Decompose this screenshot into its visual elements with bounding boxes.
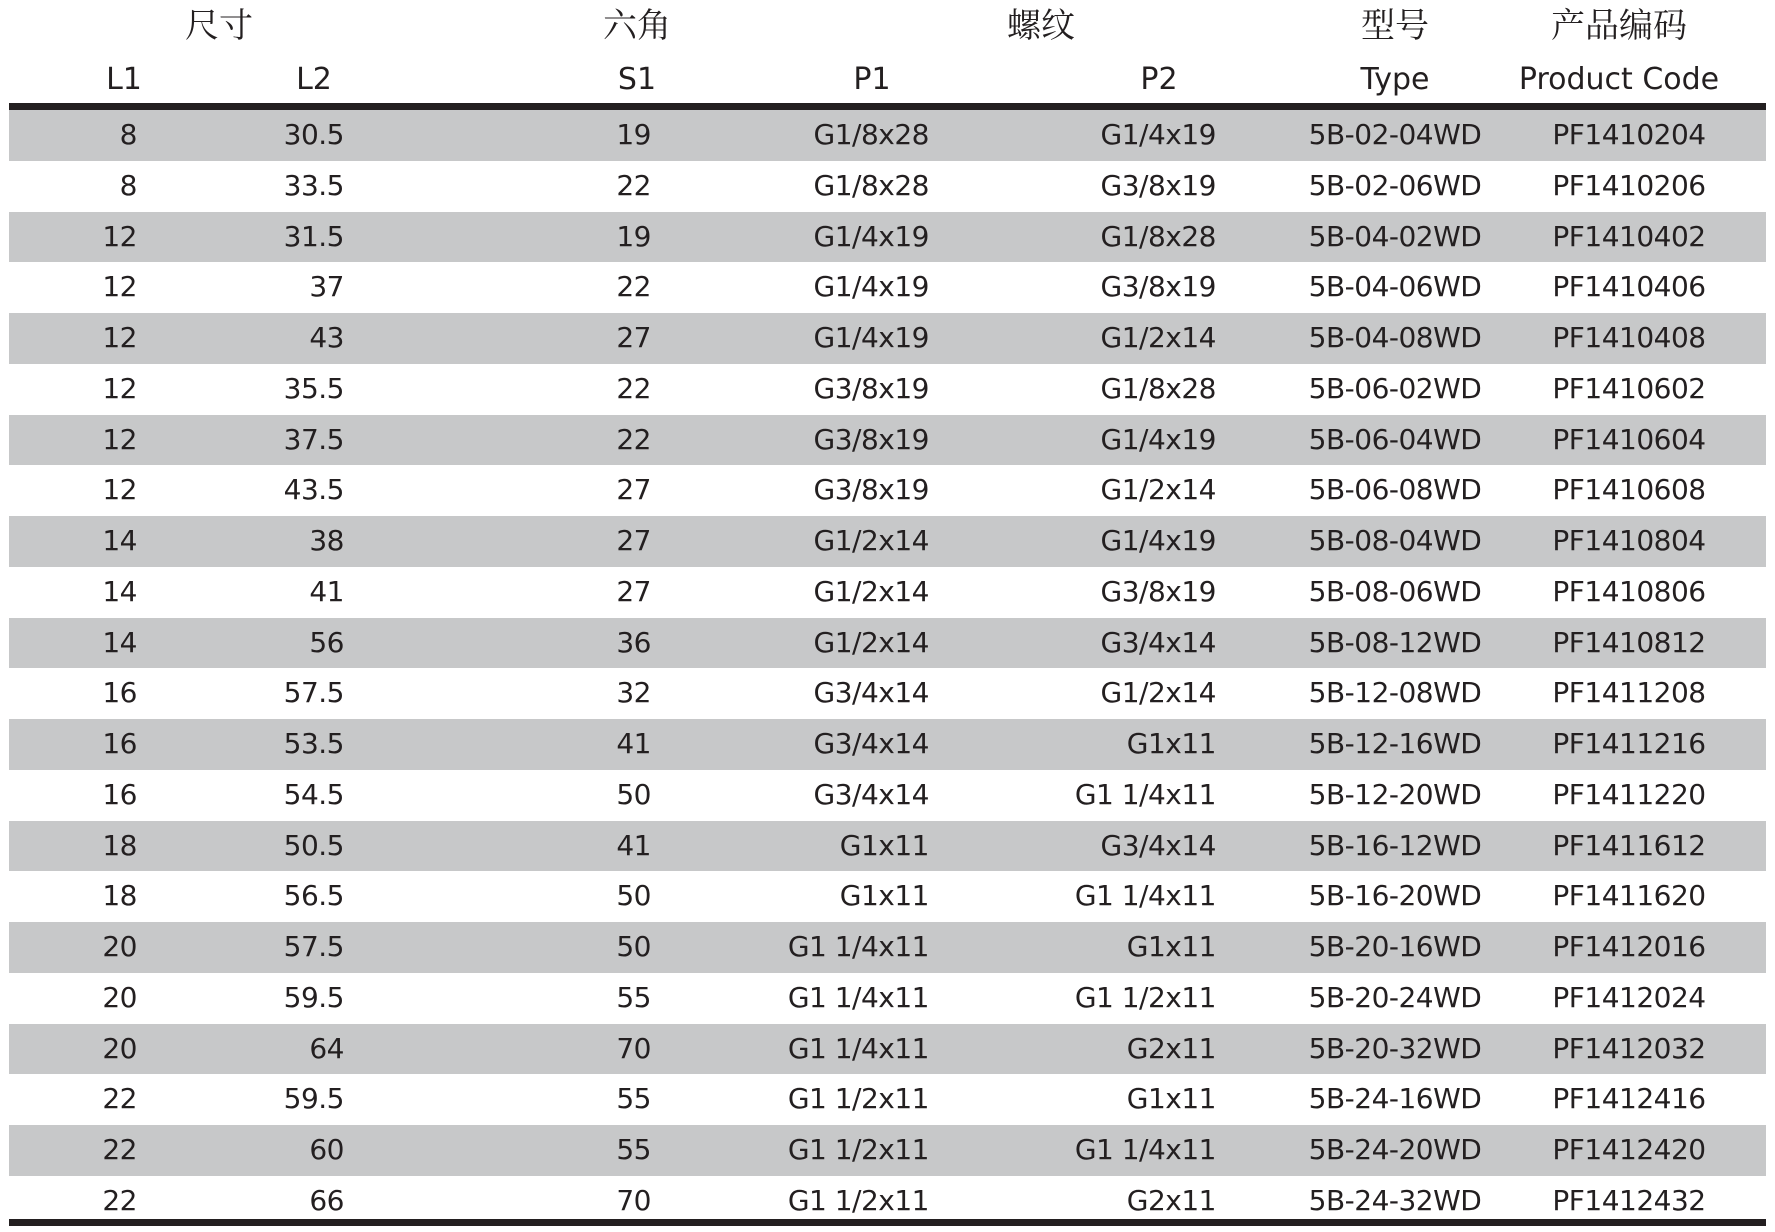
cell-s1: 41 [616, 727, 651, 760]
cell-p2: G1/2x14 [1100, 321, 1216, 354]
column-header-type: Type [1360, 62, 1430, 97]
cell-type: 5B-12-16WD [1308, 727, 1482, 760]
group-header-thread: 螺纹 [1007, 6, 1075, 46]
cell-p1: G1/8x28 [813, 168, 929, 202]
cell-l2: 54.5 [283, 777, 344, 811]
cell-p1: G1/2x14 [813, 625, 929, 659]
cell-p2: G1/4x19 [1100, 524, 1216, 557]
column-header-p1: P1 [853, 62, 891, 97]
cell-l1: 14 [102, 625, 137, 659]
cell-type: 5B-08-04WD [1308, 524, 1482, 557]
cell-l1: 14 [102, 524, 137, 557]
cell-p2: G1 1/2x11 [1074, 980, 1216, 1014]
cell-p1: G1 1/4x11 [787, 930, 929, 963]
column-header-p2: P2 [1140, 62, 1178, 97]
cell-type: 5B-16-12WD [1308, 828, 1482, 862]
cell-p2: G1 1/4x11 [1074, 879, 1216, 913]
cell-type: 5B-24-32WD [1308, 1183, 1482, 1217]
cell-s1: 55 [616, 980, 651, 1014]
cell-l1: 12 [102, 422, 137, 456]
cell-p2: G1x11 [1126, 1082, 1216, 1116]
cell-type: 5B-06-02WD [1308, 371, 1482, 405]
cell-s1: 19 [616, 219, 651, 253]
cell-l2: 33.5 [283, 168, 344, 202]
cell-l2: 30.5 [283, 118, 344, 151]
cell-l2: 59.5 [283, 1082, 344, 1116]
group-header-model: 型号 [1361, 6, 1429, 46]
spec-table [9, 0, 1766, 106]
cell-l1: 20 [102, 980, 137, 1014]
cell-s1: 41 [616, 828, 651, 862]
cell-l2: 64 [309, 1031, 344, 1065]
table-row [9, 516, 1766, 567]
cell-s1: 36 [616, 625, 651, 659]
cell-s1: 22 [616, 270, 651, 304]
cell-l2: 37.5 [283, 422, 344, 456]
cell-code: PF1410206 [1552, 168, 1706, 202]
column-header-product-code: Product Code [1518, 62, 1720, 97]
cell-p2: G1x11 [1126, 727, 1216, 760]
cell-code: PF1412416 [1552, 1082, 1706, 1116]
cell-l2: 31.5 [283, 219, 344, 253]
cell-code: PF1410408 [1552, 321, 1706, 354]
cell-l1: 8 [119, 168, 137, 202]
cell-p1: G1/4x19 [813, 219, 929, 253]
cell-s1: 50 [616, 930, 651, 963]
cell-l2: 43.5 [283, 473, 344, 507]
table-row [9, 770, 1766, 821]
cell-l2: 53.5 [283, 727, 344, 760]
cell-type: 5B-20-16WD [1308, 930, 1482, 963]
cell-type: 5B-12-20WD [1308, 777, 1482, 811]
cell-p2: G1/8x28 [1100, 219, 1216, 253]
cell-code: PF1410806 [1552, 574, 1706, 608]
cell-l2: 43 [309, 321, 344, 354]
cell-p1: G1x11 [839, 879, 929, 913]
cell-l1: 16 [102, 777, 137, 811]
table-row [9, 821, 1766, 872]
cell-l1: 18 [102, 879, 137, 913]
cell-type: 5B-02-04WD [1308, 118, 1482, 151]
cell-p1: G3/4x14 [813, 777, 929, 811]
cell-s1: 22 [616, 371, 651, 405]
cell-l1: 12 [102, 473, 137, 507]
cell-type: 5B-12-08WD [1308, 676, 1482, 710]
table-row [9, 1125, 1766, 1176]
cell-l2: 57.5 [283, 676, 344, 710]
cell-l2: 66 [309, 1183, 344, 1217]
table-row [9, 973, 1766, 1024]
cell-s1: 27 [616, 321, 651, 354]
cell-l2: 37 [309, 270, 344, 304]
cell-code: PF1410602 [1552, 371, 1706, 405]
table-row [9, 618, 1766, 669]
cell-type: 5B-08-06WD [1308, 574, 1482, 608]
cell-l1: 16 [102, 676, 137, 710]
cell-l1: 20 [102, 930, 137, 963]
cell-code: PF1410402 [1552, 219, 1706, 253]
table-row [9, 871, 1766, 922]
cell-code: PF1412032 [1552, 1031, 1706, 1065]
cell-type: 5B-16-20WD [1308, 879, 1482, 913]
cell-p1: G1 1/4x11 [787, 1031, 929, 1065]
cell-p1: G3/8x19 [813, 371, 929, 405]
cell-l2: 56 [309, 625, 344, 659]
cell-type: 5B-08-12WD [1308, 625, 1482, 659]
cell-p1: G1 1/4x11 [787, 980, 929, 1014]
table-row [9, 719, 1766, 770]
cell-type: 5B-02-06WD [1308, 168, 1482, 202]
cell-l2: 35.5 [283, 371, 344, 405]
cell-s1: 27 [616, 574, 651, 608]
cell-p2: G1 1/4x11 [1074, 777, 1216, 811]
cell-s1: 22 [616, 168, 651, 202]
table-row [9, 465, 1766, 516]
cell-p2: G2x11 [1126, 1183, 1216, 1217]
cell-p2: G3/8x19 [1100, 574, 1216, 608]
cell-type: 5B-06-08WD [1308, 473, 1482, 507]
footer-rule [9, 1219, 1766, 1226]
table-row [9, 161, 1766, 212]
table-row [9, 668, 1766, 719]
cell-p2: G1/4x19 [1100, 118, 1216, 151]
cell-p2: G3/8x19 [1100, 270, 1216, 304]
cell-type: 5B-04-06WD [1308, 270, 1482, 304]
cell-type: 5B-20-24WD [1308, 980, 1482, 1014]
cell-type: 5B-04-08WD [1308, 321, 1482, 354]
cell-l2: 60 [309, 1133, 344, 1166]
cell-s1: 50 [616, 777, 651, 811]
table-row [9, 1074, 1766, 1125]
table-row [9, 212, 1766, 263]
cell-s1: 50 [616, 879, 651, 913]
cell-p1: G1/8x28 [813, 118, 929, 151]
cell-l1: 8 [119, 118, 137, 151]
cell-code: PF1410608 [1552, 473, 1706, 507]
cell-p1: G3/8x19 [813, 422, 929, 456]
cell-code: PF1410804 [1552, 524, 1706, 557]
cell-p2: G1x11 [1126, 930, 1216, 963]
cell-code: PF1410204 [1552, 118, 1706, 151]
cell-p2: G1/2x14 [1100, 676, 1216, 710]
cell-p1: G1/2x14 [813, 574, 929, 608]
table-body [9, 110, 1766, 1227]
cell-p1: G1 1/2x11 [787, 1082, 929, 1116]
cell-l1: 14 [102, 574, 137, 608]
cell-l2: 41 [309, 574, 344, 608]
cell-code: PF1410604 [1552, 422, 1706, 456]
cell-code: PF1411620 [1552, 879, 1706, 913]
cell-l2: 59.5 [283, 980, 344, 1014]
cell-s1: 22 [616, 422, 651, 456]
cell-s1: 27 [616, 524, 651, 557]
cell-l2: 38 [309, 524, 344, 557]
cell-s1: 70 [616, 1031, 651, 1065]
header-rule [9, 103, 1766, 110]
cell-s1: 55 [616, 1133, 651, 1166]
cell-code: PF1411216 [1552, 727, 1706, 760]
table-row [9, 922, 1766, 973]
cell-p2: G3/4x14 [1100, 828, 1216, 862]
cell-l1: 22 [102, 1082, 137, 1116]
table-header [9, 0, 1766, 106]
cell-l1: 20 [102, 1031, 137, 1065]
cell-p2: G1/2x14 [1100, 473, 1216, 507]
cell-s1: 27 [616, 473, 651, 507]
cell-s1: 55 [616, 1082, 651, 1116]
table-row [9, 262, 1766, 313]
cell-code: PF1411612 [1552, 828, 1706, 862]
cell-s1: 19 [616, 118, 651, 151]
cell-l1: 22 [102, 1183, 137, 1217]
cell-type: 5B-24-16WD [1308, 1082, 1482, 1116]
table-row [9, 313, 1766, 364]
cell-p1: G1/4x19 [813, 270, 929, 304]
group-header-size: 尺寸 [185, 6, 253, 46]
cell-p2: G3/4x14 [1100, 625, 1216, 659]
cell-p1: G1 1/2x11 [787, 1183, 929, 1217]
cell-code: PF1410812 [1552, 625, 1706, 659]
group-header-hex: 六角 [603, 6, 671, 46]
column-header-l2: L2 [296, 62, 332, 97]
cell-p2: G1/8x28 [1100, 371, 1216, 405]
cell-l1: 18 [102, 828, 137, 862]
cell-type: 5B-20-32WD [1308, 1031, 1482, 1065]
group-header-product-code: 产品编码 [1551, 6, 1687, 46]
cell-l1: 12 [102, 270, 137, 304]
table-row [9, 415, 1766, 466]
cell-s1: 32 [616, 676, 651, 710]
cell-p1: G3/8x19 [813, 473, 929, 507]
cell-p2: G3/8x19 [1100, 168, 1216, 202]
cell-p1: G1x11 [839, 828, 929, 862]
cell-code: PF1412024 [1552, 980, 1706, 1014]
cell-code: PF1412420 [1552, 1133, 1706, 1166]
cell-code: PF1410406 [1552, 270, 1706, 304]
table-row [9, 567, 1766, 618]
cell-l1: 16 [102, 727, 137, 760]
cell-p2: G1 1/4x11 [1074, 1133, 1216, 1166]
cell-s1: 70 [616, 1183, 651, 1217]
cell-type: 5B-06-04WD [1308, 422, 1482, 456]
cell-p1: G1 1/2x11 [787, 1133, 929, 1166]
cell-type: 5B-24-20WD [1308, 1133, 1482, 1166]
cell-p2: G2x11 [1126, 1031, 1216, 1065]
cell-p2: G1/4x19 [1100, 422, 1216, 456]
column-header-l1: L1 [106, 62, 142, 97]
column-header-s1: S1 [617, 62, 657, 97]
cell-l1: 22 [102, 1133, 137, 1166]
cell-p1: G3/4x14 [813, 727, 929, 760]
cell-l2: 57.5 [283, 930, 344, 963]
cell-l1: 12 [102, 371, 137, 405]
table-row [9, 110, 1766, 161]
table-row [9, 364, 1766, 415]
cell-type: 5B-04-02WD [1308, 219, 1482, 253]
cell-code: PF1411208 [1552, 676, 1706, 710]
cell-l1: 12 [102, 219, 137, 253]
cell-l2: 50.5 [283, 828, 344, 862]
cell-p1: G1/2x14 [813, 524, 929, 557]
cell-p1: G3/4x14 [813, 676, 929, 710]
cell-p1: G1/4x19 [813, 321, 929, 354]
table-row [9, 1024, 1766, 1075]
cell-code: PF1412432 [1552, 1183, 1706, 1217]
cell-code: PF1412016 [1552, 930, 1706, 963]
cell-code: PF1411220 [1552, 777, 1706, 811]
cell-l2: 56.5 [283, 879, 344, 913]
cell-l1: 12 [102, 321, 137, 354]
